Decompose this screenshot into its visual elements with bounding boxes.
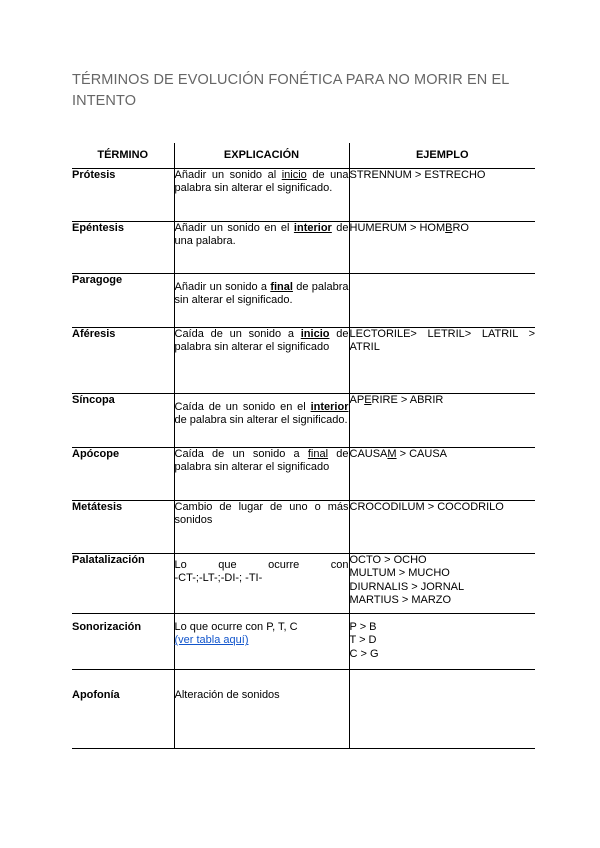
keyword: interior (293, 222, 332, 234)
example-metatesis: CROCODILUM > COCODRILO (349, 501, 535, 554)
example-protesis: STRENNUM > ESTRECHO (349, 169, 535, 222)
keyword: interior (310, 401, 349, 413)
example-sincopa: APERIRE > ABRIR (349, 394, 535, 448)
explanation-apofonia: Alteración de sonidos (174, 670, 349, 749)
term-sincopa: Síncopa (72, 394, 174, 448)
keyword: final (270, 281, 293, 293)
table-row (72, 554, 535, 614)
explanation-metatesis: Cambio de lugar de uno o más sonidos (174, 501, 349, 554)
term-aferesis: Aféresis (72, 328, 174, 394)
example-epentesis: HUMERUM > HOMBRO (349, 222, 535, 274)
table-header-row (72, 143, 535, 169)
example-sonorizacion: P > B T > D C > G (349, 614, 535, 670)
term-apofonia: Apofonía (72, 670, 174, 749)
example-apocope: CAUSAM > CAUSA (349, 448, 535, 501)
keyword: final (307, 448, 329, 460)
table-row (72, 169, 535, 222)
explanation-apocope: Caída de un sonido a final de palabra sin alterar el significado (174, 448, 349, 501)
term-metatesis: Metátesis (72, 501, 174, 554)
explanation-paragoge: Añadir un sonido a final de palabra sin alterar el significado. (174, 274, 349, 328)
table-row (72, 274, 535, 328)
phonetic-terms-table (72, 143, 535, 749)
keyword: inicio (281, 169, 307, 181)
table-row (72, 670, 535, 749)
term-paragoge: Paragoge (72, 274, 174, 328)
example-paragoge (349, 274, 535, 328)
table-row (72, 328, 535, 394)
table-row (72, 448, 535, 501)
explanation-sonorizacion: Lo que ocurre con P, T, C (ver tabla aquí) (174, 614, 349, 670)
example-apofonia (349, 670, 535, 749)
ver-tabla-link[interactable]: (ver tabla aquí) (174, 634, 249, 647)
example-aferesis: LECTORILE> LETRIL> LATRIL > ATRIL (349, 328, 535, 394)
explanation-epentesis: Añadir un sonido en el interior de una palabra. (174, 222, 349, 274)
explanation-protesis: Añadir un sonido al inicio de una palabra sin alterar el significado. (174, 169, 349, 222)
term-palatalizacion: Palatalización (72, 554, 174, 614)
explanation-aferesis: Caída de un sonido a inicio de palabra sin alterar el significado (174, 328, 349, 394)
document-title: TÉRMINOS DE EVOLUCIÓN FONÉTICA PARA NO MORIR EN EL INTENTO (72, 72, 509, 109)
table-row (72, 614, 535, 670)
term-sonorizacion: Sonorización (72, 614, 174, 670)
table-row (72, 501, 535, 554)
term-protesis: Prótesis (72, 169, 174, 222)
explanation-palatalizacion: Lo que ocurre con -CT-;-LT-;-DI-; -TI- (174, 554, 349, 614)
header-term: TÉRMINO (72, 143, 174, 169)
table-row (72, 394, 535, 448)
keyword: inicio (300, 328, 330, 340)
header-example: EJEMPLO (349, 143, 535, 169)
example-palatalizacion: OCTO > OCHO MULTUM > MUCHO DIURNALIS > JORNAL MARTIUS > MARZO (349, 554, 535, 614)
term-apocope: Apócope (72, 448, 174, 501)
term-epentesis: Epéntesis (72, 222, 174, 274)
header-explanation: EXPLICACIÓN (174, 143, 349, 169)
table-row (72, 222, 535, 274)
explanation-sincopa: Caída de un sonido en el interior de palabra sin alterar el significado. (174, 394, 349, 448)
